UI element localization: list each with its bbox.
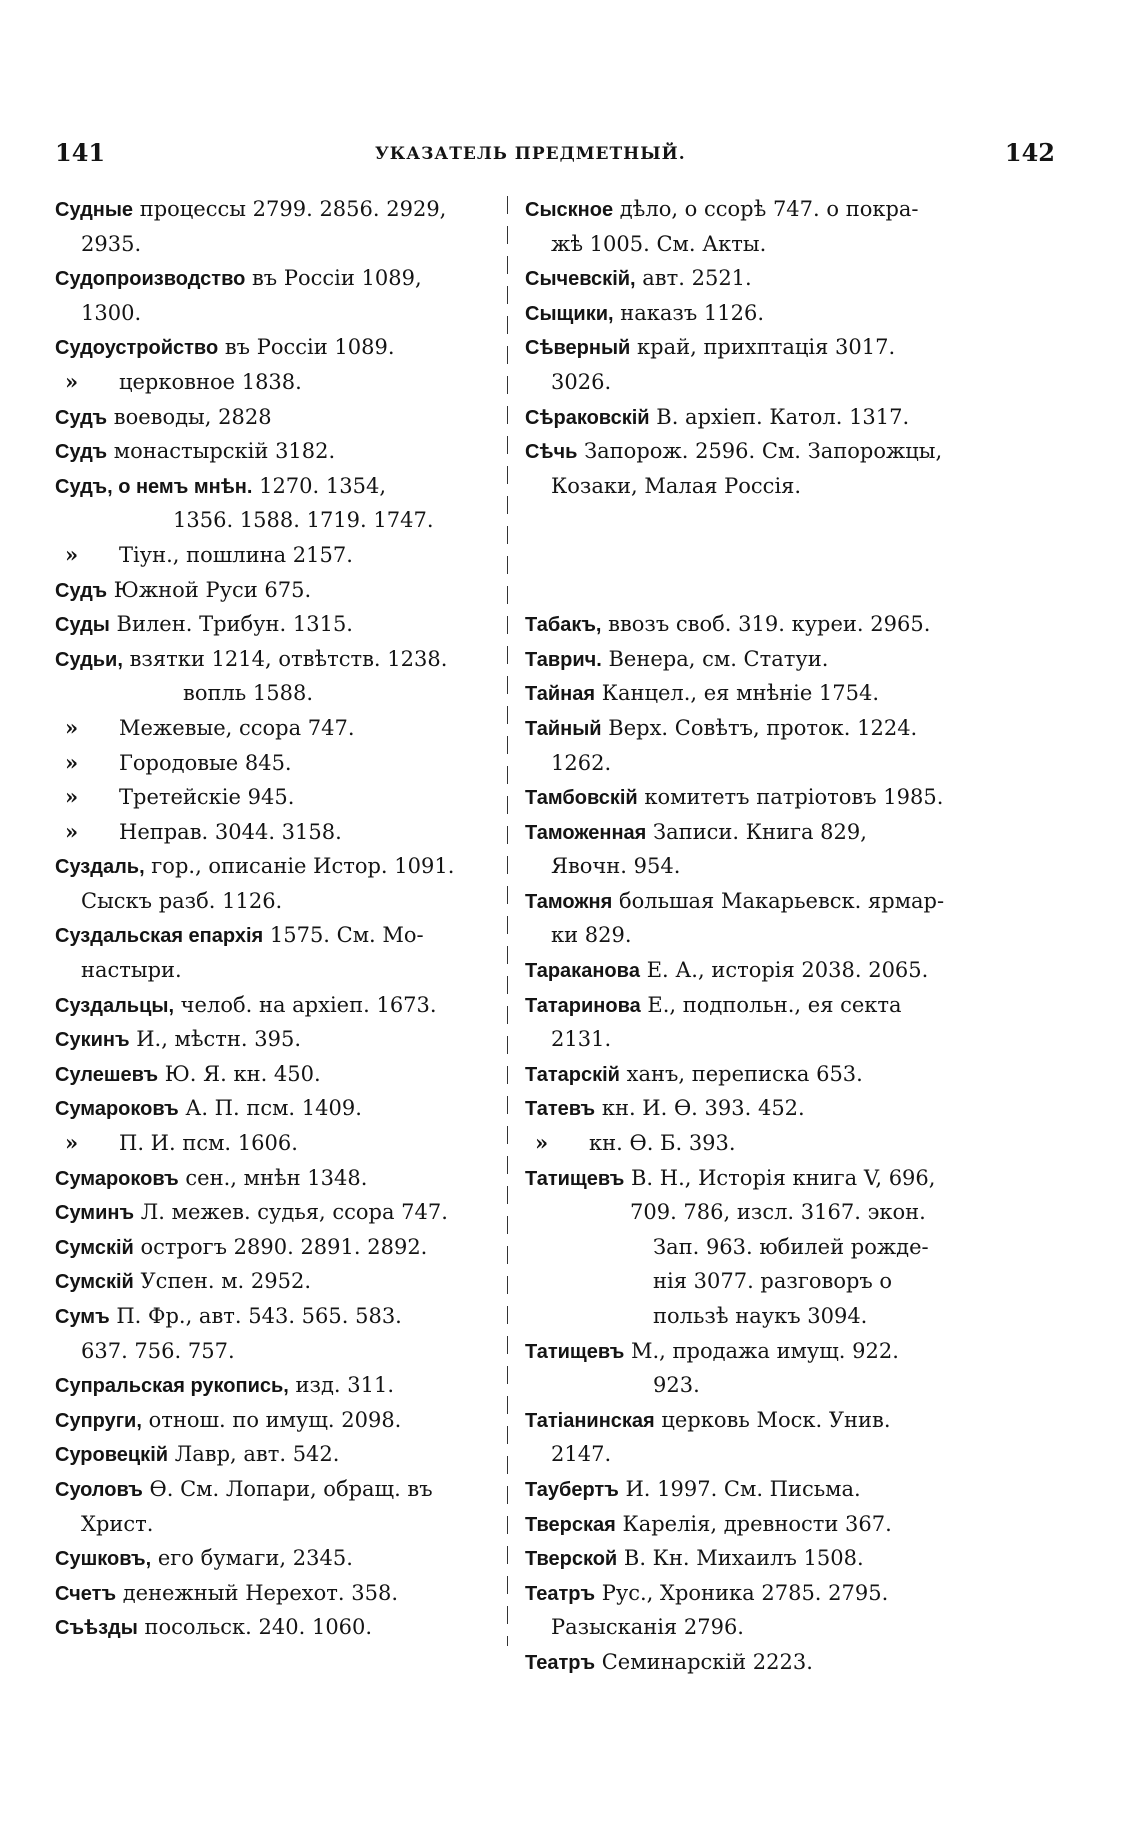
index-entry-line [55,503,485,538]
index-references: Записи. Книга 829, [646,819,867,844]
index-references: изд. 311. [288,1373,395,1398]
index-entry-line [525,192,975,227]
index-term: Судопроизводство [55,268,246,291]
index-references: челоб. на архіеп. 1673. [174,992,437,1017]
index-term: Сумароковъ [55,1098,179,1121]
index-entry-line [525,1299,975,1334]
index-references: Тіун., пошлина 2157. [119,542,353,567]
index-entry-line [525,1091,975,1126]
index-entry-line [525,1541,975,1576]
index-references: Третейскіе 945. [119,785,295,810]
index-continuation: 1300. [81,300,142,325]
index-entry-line [525,1610,975,1645]
index-entry-line [525,365,975,400]
index-continuation: 1356. 1588. 1719. 1747. [173,508,434,533]
index-references: 1575. См. Мо- [263,923,424,948]
index-references: А. П. псм. 1409. [178,1096,362,1121]
index-references: Неправ. 3044. 3158. [119,819,342,844]
index-term: Татарскій [525,1063,620,1086]
index-term: Суоловъ [55,1478,143,1501]
index-references: Л. межев. судья, ссора 747. [134,1200,448,1225]
index-term: Сумскій [55,1271,134,1294]
index-entry-line [525,434,975,469]
index-entry-line [55,538,485,573]
index-entry-line [55,918,485,953]
index-entry-line [55,953,485,988]
index-entry-line [55,400,485,435]
index-entry-line [55,1507,485,1542]
index-continuation: Козаки, Малая Россія. [551,473,802,498]
index-continuation: 2131. [551,1027,612,1052]
index-references: комитетъ патріотовъ 1985. [637,785,944,810]
index-references: церковное 1838. [119,369,302,394]
column-divider [507,196,508,1646]
index-references: П. И. псм. 1606. [119,1131,298,1156]
index-references: взятки 1214, отвѣтств. 1238. [122,646,448,671]
index-entry-line [55,469,485,504]
index-continuation: Зап. 963. юбилей рожде- [653,1234,929,1259]
index-term: Сыщики, [525,302,614,325]
index-entry-line [55,1161,485,1196]
index-entry-line [55,815,485,850]
index-references: въ Россіи 1089. [218,335,395,360]
index-references: Запорож. 2596. См. Запорожцы, [577,439,943,464]
index-entry-line [55,1403,485,1438]
index-entry-line [55,746,485,781]
index-references: Ө. См. Лопари, обращ. въ [142,1476,433,1501]
index-entry-line [55,1368,485,1403]
ditto-mark: » [65,714,79,740]
index-entry-line [55,1299,485,1334]
index-references: дѣло, о ссорѣ 747. о покра- [613,197,919,221]
blank-line [525,503,975,538]
index-references: въ Россіи 1089, [245,266,422,291]
index-references: М., продажа имущ. 922. [624,1338,899,1363]
index-term: Суздальская епархія [55,925,264,948]
index-references: Успен. м. 2952. [133,1269,312,1294]
index-entry-line [525,746,975,781]
index-references: ввозъ своб. 319. куреи. 2965. [601,612,931,637]
page-number-left: 141 [55,138,106,167]
index-continuation: вопль 1588. [183,681,314,706]
index-term: Тайная [525,683,596,706]
index-entry-line [525,1334,975,1369]
index-references: кн. Ө. Б. 393. [589,1131,736,1156]
index-continuation: 1262. [551,750,612,775]
index-term: Суздальцы, [55,994,174,1017]
index-continuation: Христ. [81,1511,154,1536]
index-references: ханъ, переписка 653. [619,1061,863,1086]
index-entry-line [55,1334,485,1369]
index-entry-line [55,434,485,469]
index-term: Сѣверный [525,337,631,360]
index-entry-line [525,642,975,677]
index-references: кн. И. Ө. 393. 452. [595,1096,805,1121]
index-entry-line [525,676,975,711]
index-references: большая Макарьевск. ярмар- [612,888,945,913]
index-references: Е. А., исторія 2038. 2065. [640,958,929,983]
index-entry-line [525,1057,975,1092]
index-references: Канцел., ея мнѣніе 1754. [595,681,880,706]
index-references: Южной Руси 675. [107,577,312,602]
index-term: Сумскій [55,1236,134,1259]
index-term: Супральская рукопись, [55,1375,289,1398]
index-entry-line [55,1576,485,1611]
index-entry-line [55,192,485,227]
index-references: И., мѣстн. 395. [129,1027,302,1052]
index-references: Межевые, ссора 747. [119,715,355,740]
index-entry-line [525,1645,975,1680]
index-term: Судъ [55,579,108,602]
index-term: Суды [55,614,110,637]
index-entry-line [55,1230,485,1265]
index-references: Вилен. Трибун. 1315. [109,612,353,637]
index-entry-line [525,227,975,262]
index-references: В. архіеп. Катол. 1317. [649,404,910,429]
index-term: Татищевъ [525,1167,625,1190]
index-references: П. Фр., авт. 543. 565. 583. [109,1304,402,1328]
index-entry-line [525,884,975,919]
index-term: Татищевъ [525,1340,625,1363]
index-column-right [525,192,975,1680]
index-entry-line [525,988,975,1023]
index-references: Верх. Совѣтъ, проток. 1224. [601,715,918,740]
running-header [55,138,1055,170]
index-entry-line [525,1022,975,1057]
blank-line [525,573,975,608]
index-entry-line [525,711,975,746]
index-entry-line [55,365,485,400]
index-continuation: Явочн. 954. [551,854,681,879]
index-term: Сѣчь [525,441,578,464]
index-references: Е., подпольн., ея секта [640,992,902,1017]
index-entry-line [55,1472,485,1507]
index-entry-line [55,1437,485,1472]
index-entry-line [55,1022,485,1057]
index-references: Рус., Хроника 2785. 2795. [595,1580,889,1605]
index-references: процессы 2799. 2856. 2929, [133,197,447,221]
index-entry-line [525,1126,975,1161]
index-references: Лавр, авт. 542. [168,1442,340,1467]
index-references: посольск. 240. 1060. [137,1615,373,1640]
index-continuation: 709. 786, изсл. 3167. экон. [630,1200,926,1225]
index-references: отнош. по имущ. 2098. [141,1407,402,1432]
ditto-mark: » [535,1130,549,1156]
index-continuation: Разысканія 2796. [551,1615,744,1640]
index-continuation: 2935. [81,231,142,256]
index-term: Судъ, о немъ мнѣн. [55,475,253,498]
index-entry-line [525,296,975,331]
index-entry-line [55,1264,485,1299]
index-entry-line [525,1437,975,1472]
index-entry-line [525,780,975,815]
index-references: монастырскій 3182. [107,439,336,464]
index-term: Тверской [525,1548,618,1571]
index-entry-line [525,400,975,435]
index-references: денежный Нерехот. 358. [116,1580,399,1605]
index-entry-line [525,1368,975,1403]
index-term: Сычевскій, [525,268,636,291]
index-references: авт. 2521. [635,266,752,291]
index-entry-line [55,261,485,296]
index-continuation: 923. [653,1373,700,1398]
index-continuation: 637. 756. 757. [81,1338,235,1363]
index-continuation: настыри. [81,958,182,983]
index-references: В. Н., Исторія книга V, 696, [624,1165,936,1190]
index-continuation: пользѣ наукъ 3094. [653,1304,868,1328]
index-entry-line [55,607,485,642]
index-continuation: Сыскъ разб. 1126. [81,888,283,913]
index-continuation: жѣ 1005. См. Акты. [551,231,767,256]
index-references: Венера, см. Статуи. [601,646,829,671]
index-term: Тверская [525,1513,616,1536]
blank-line [525,538,975,573]
index-entry-line [55,1610,485,1645]
index-term: Счетъ [55,1582,117,1605]
index-references: его бумаги, 2345. [151,1546,353,1571]
index-term: Татаринова [525,994,641,1017]
index-entry-line [55,1091,485,1126]
index-entry-line [525,1507,975,1542]
index-term: Сушковъ, [55,1548,152,1571]
index-term: Судъ [55,406,108,429]
index-entry-line [55,676,485,711]
index-entry-line [55,884,485,919]
index-entry-line [525,953,975,988]
index-term: Театръ [525,1651,596,1674]
index-entry-line [55,227,485,262]
index-term: Суровецкій [55,1444,169,1467]
index-references: В. Кн. Михаилъ 1508. [617,1546,864,1571]
index-entry-line [525,1576,975,1611]
index-term: Съѣзды [55,1617,138,1640]
index-term: Судоустройство [55,337,219,360]
index-term: Табакъ, [525,614,602,637]
index-term: Судные [55,199,134,221]
index-continuation: нія 3077. разговоръ о [653,1269,893,1294]
index-term: Таможенная [525,821,647,844]
ditto-mark: » [65,541,79,567]
index-references: 1270. 1354, [252,473,386,498]
index-references: Семинарскій 2223. [595,1649,813,1674]
index-entry-line [55,642,485,677]
index-continuation: ки 829. [551,923,632,948]
index-entry-line [525,849,975,884]
index-term: Судъ [55,441,108,464]
index-entry-line [525,1403,975,1438]
index-term: Тайный [525,717,602,740]
index-entry-line [525,469,975,504]
index-entry-line [55,849,485,884]
index-references: Карелія, древности 367. [615,1511,892,1536]
index-entry-line [525,1161,975,1196]
index-term: Сукинъ [55,1029,130,1052]
index-entry-line [55,988,485,1023]
index-term: Суминъ [55,1202,135,1225]
index-term: Сумъ [55,1306,110,1328]
ditto-mark: » [65,749,79,775]
index-term: Театръ [525,1582,596,1605]
index-term: Сыскное [525,199,614,221]
index-term: Татіанинская [525,1409,655,1432]
index-entry-line [525,1264,975,1299]
index-term: Таракановa [525,960,641,983]
index-references: Городовые 845. [119,750,292,775]
index-term: Суздаль, [55,856,145,879]
index-term: Судьи, [55,648,123,671]
ditto-mark: » [65,368,79,394]
index-entry-line [55,1541,485,1576]
index-references: наказъ 1126. [613,300,765,325]
index-term: Таубертъ [525,1478,619,1501]
index-entry-line [55,711,485,746]
index-column-left [55,192,485,1645]
index-entry-line [55,573,485,608]
index-references: острогъ 2890. 2891. 2892. [133,1234,428,1259]
index-entry-line [55,296,485,331]
index-entry-line [55,1195,485,1230]
index-continuation: 3026. [551,369,612,394]
index-references: Ю. Я. кн. 450. [158,1061,321,1086]
index-term: Сулешевъ [55,1063,159,1086]
running-title: УКАЗАТЕЛЬ ПРЕДМЕТНЫЙ. [375,144,686,164]
index-entry-line [525,607,975,642]
page-number-right: 142 [1004,138,1055,167]
ditto-mark: » [65,784,79,810]
index-entry-line [55,780,485,815]
index-entry-line [525,815,975,850]
index-references: церковь Моск. Унив. [654,1407,891,1432]
index-entry-line [525,261,975,296]
index-term: Таврич. [525,648,602,671]
ditto-mark: » [65,818,79,844]
index-term: Тамбовскій [525,787,638,810]
index-term: Татевъ [525,1098,596,1121]
index-references: край, прихптація 3017. [630,335,896,360]
index-entry-line [525,1195,975,1230]
index-continuation: 2147. [551,1442,612,1467]
index-entry-line [55,1126,485,1161]
index-references: воеводы, 2828 [107,404,272,429]
index-entry-line [525,1230,975,1265]
index-entry-line [525,1472,975,1507]
index-term: Таможня [525,890,613,913]
index-references: гор., описаніе Истор. 1091. [144,854,455,879]
index-entry-line [55,1057,485,1092]
index-entry-line [525,330,975,365]
index-entry-line [525,918,975,953]
index-term: Супруги, [55,1409,142,1432]
index-references: И. 1997. См. Письма. [618,1476,861,1501]
index-term: Сумароковъ [55,1167,179,1190]
index-term: Сѣраковскій [525,406,650,429]
ditto-mark: » [65,1130,79,1156]
index-references: сен., мнѣн 1348. [178,1165,368,1190]
index-entry-line [55,330,485,365]
